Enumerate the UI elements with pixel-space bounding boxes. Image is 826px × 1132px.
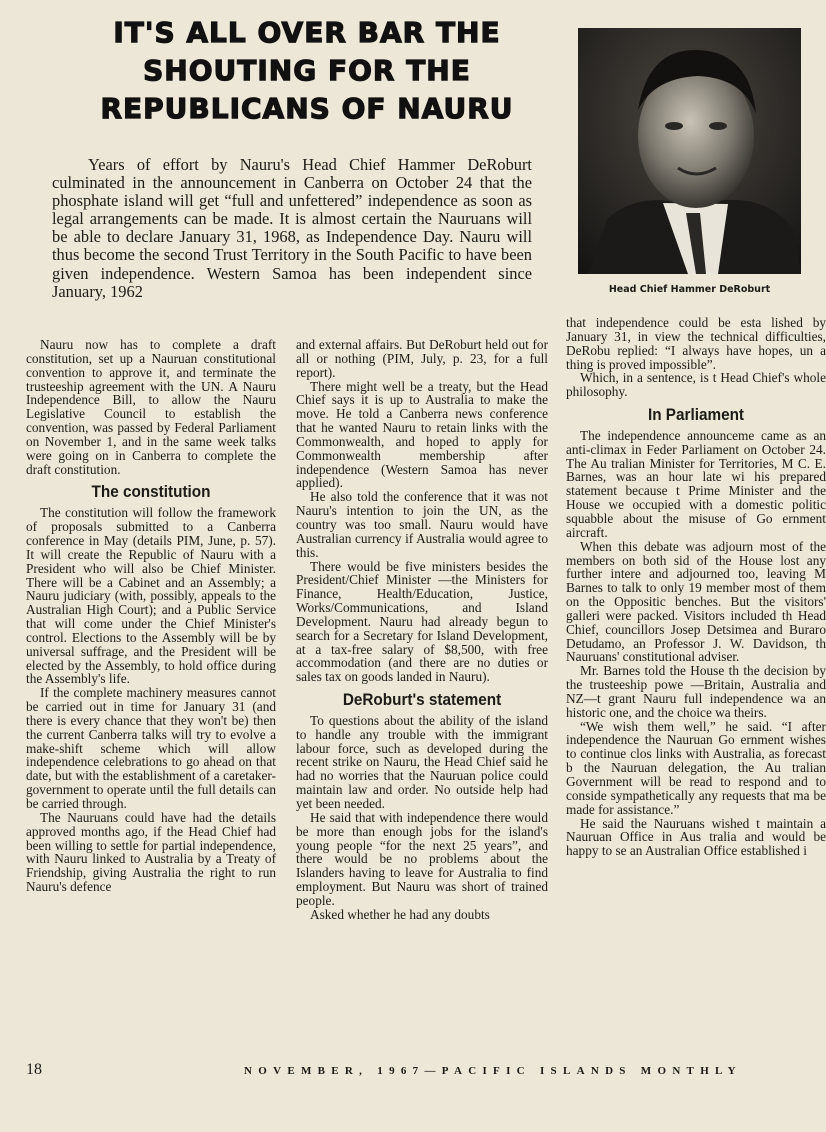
portrait-illustration bbox=[578, 28, 801, 274]
paragraph: The independence announceme came as an anti-climax in Feder Parliament on October 24. The Au tralian Minister for Territories, M C. E. Barnes, was an hour late wi his prepared statement because t Prime Minister and the House we occupied with a domestic politic squabble about the misuse of Go ernment aircraft. bbox=[566, 427, 826, 540]
headline: IT'S ALL OVER BAR THE SHOUTING FOR THE REPUBLICANS OF NAURU bbox=[100, 16, 514, 125]
paragraph: and external affairs. But DeRoburt held out for all or nothing (PIM, July, p. 23, for a full report). bbox=[296, 337, 548, 380]
lead-paragraph: Years of effort by Nauru's Head Chief Hammer DeRoburt culminated in the announcement in Canberra on October 24 that the phosphate island will get “full and unfettered” independence as soon as legal arrangements can be made. It is almost certain the Nauruans will be able to declare January 31, 1968, as Independence Day. Nauru will thus become the second Trust Territory in the South Pacific to have been given independence. Western Samoa has been independent since January, 1962 bbox=[52, 155, 532, 301]
page-number: 18 bbox=[26, 1061, 42, 1078]
paragraph: There would be five ministers besides the President/Chief Minister —the Ministers for Finance, Health/Education, Justice, Works/Communications, and Island Development. Nauru had already begun to search for a Secretary for Island Development, at a tax-free salary of $8,500, with free accommodation (and there are no duties or sales tax on goods landed in Nauru). bbox=[296, 558, 548, 685]
paragraph: Which, in a sentence, is t Head Chief's whole philosophy. bbox=[566, 370, 826, 400]
subheading-the-constitution: The constitution bbox=[91, 482, 211, 502]
paragraph: He also told the conference that it was not Nauru's intention to join the UN, as the country was too small. Nauru would have Australian currency if Australia would agree to this. bbox=[296, 489, 548, 560]
subheading-in-parliament: In Parliament bbox=[647, 405, 745, 425]
paragraph: He said the Nauruans wished t maintain a Nauruan Office in Aus tralia and would be happy to se an Australian Office established i bbox=[566, 815, 826, 859]
paragraph: Mr. Barnes told the House th the decision by the trusteeship powe —Britain, Australia and NZ—t grant Nauru full independence wa an historic one, and the choice wa theirs. bbox=[566, 663, 826, 720]
paragraph: Asked whether he had any doubts bbox=[310, 906, 490, 922]
paragraph: When this debate was adjourn most of the members on both sid of the House lost any further intere and adjourned too, leaving M Barnes to talk to only 19 member most of them on the Oppositic benches. But the visitors' galleri were packed. Visitors included th Head Chief, councillors Josep Detsimea and Buraro Detudamo, an Professor J. W. Davidson, th Nauruans' constitutional adviser. bbox=[566, 538, 826, 665]
paragraph: The Nauruans could have had the details approved months ago, if the Head Chief had been willing to settle for partial independence, with Nauru linked to Australia by a Treaty of Friendship, giving Australia the right to run Nauru's defence bbox=[26, 809, 276, 895]
column-1 bbox=[26, 338, 276, 1053]
paragraph: Nauru now has to complete a draft constitution, set up a Nauruan constitutional convention to approve it, and terminate the trusteeship agreement with the UN. A Nauru Independence Bill, to allow the Nauru Legislative Council to establish the convention, was passed by Federal Parliament on November 1, and in the same week talks were going on in Canberra to complete the draft constitution. bbox=[26, 337, 276, 477]
column-2 bbox=[296, 338, 548, 1058]
portrait-photo bbox=[578, 28, 801, 274]
paragraph: To questions about the ability of the island to handle any trouble with the immigrant labour force, such as developed during the recent strike on Nauru, the Head Chief said he had no worries that the Nauruan police could maintain law and order. No outside help had yet been needed. bbox=[296, 712, 548, 811]
paragraph: There might well be a treaty, but the Head Chief says it is up to Australia to make the move. He told a Canberra news conference that he wanted Nauru to retain links with the Commonwealth, and hoped to apply for Commonwealth membership after independence (Western Samoa has never applied). bbox=[296, 378, 548, 491]
column-3 bbox=[566, 316, 826, 1056]
page-footer bbox=[26, 1061, 816, 1081]
paragraph: If the complete machinery measures cannot be carried out in time for January 31 (and there is every chance that they won't be) then the current Canberra talks will try to evolve a make-shift scheme which will allow independence celebrations to go ahead on that date, but with the establishment of a caretaker-government to operate until the full details can be carried through. bbox=[26, 685, 276, 811]
subheading-deroburts-statement: DeRoburt's statement bbox=[342, 690, 502, 710]
paragraph: The constitution will follow the framework of proposals submitted to a Canberra conference in May (details PIM, June, p. 57). It will create the Republic of Nauru with a President who will also be Chief Minister. There will be a Cabinet and an Assembly; a Nauru judiciary (with, possibly, appeals to the Australian High Court); and a Public Service that will come under the Chief Minister's control. Elections to the Assembly will be by universal suffrage, and the President will be elected by the Assembly, to hold office during the Assembly's life. bbox=[26, 505, 276, 687]
paragraph: that independence could be esta lished by January 31, in view the technical difficulties, DeRobu replied: “I always have hopes, un a thing is proved impossible”. bbox=[566, 315, 826, 372]
running-title: NOVEMBER, 1967—PACIFIC ISLANDS MONTHLY bbox=[244, 1065, 742, 1077]
photo-caption: Head Chief Hammer DeRoburt bbox=[608, 284, 771, 295]
paragraph: “We wish them well,” he said. “I after independence the Nauruan Go ernment wishes to continue clos links with Australia, as forecast b the Nauruan delegation, the Au tralian Government will be read to respond and to conside sympathetically any requests that ma be made for assistance.” bbox=[566, 718, 826, 817]
paragraph: He said that with independence there would be more than enough jobs for the island's young people “for the next 25 years”, and there would be no problems about the Islanders having to leave for Australia to find employment. But Nauru was short of trained people. bbox=[296, 809, 548, 908]
